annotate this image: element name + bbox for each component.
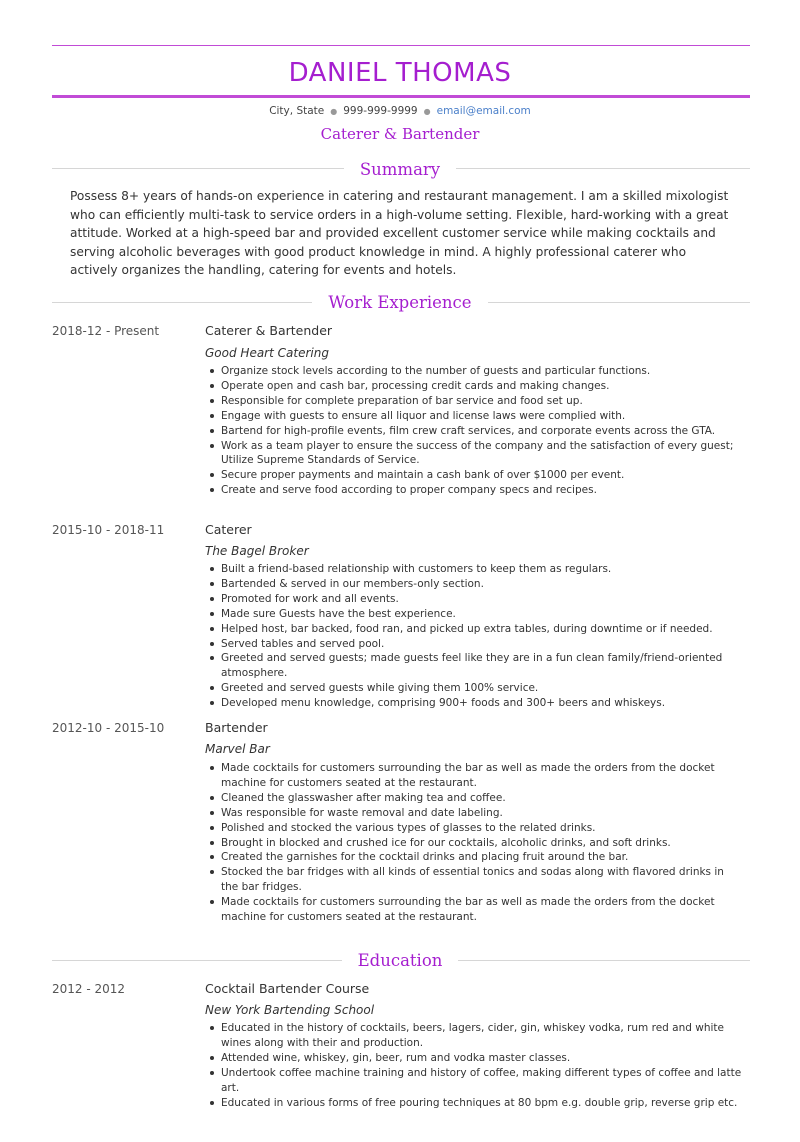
location: City, State xyxy=(269,105,325,117)
list-item: Promoted for work and all events. xyxy=(207,592,742,607)
header-bottom-rule xyxy=(52,95,750,98)
job-bullets xyxy=(207,364,742,498)
list-item: Educated in the history of cocktails, beers, lagers, cider, gin, whiskey vodka, rum red and white wines along with their and production. xyxy=(207,1021,742,1051)
contact-line xyxy=(0,104,800,119)
list-item: Stocked the bar fridges with all kinds of essential tonics and sodas along with flavored drinks in the bar fridges. xyxy=(207,865,742,895)
education-dates: 2012 - 2012 xyxy=(52,982,126,996)
list-item: Made sure Guests have the best experience. xyxy=(207,607,742,622)
list-item: Engage with guests to ensure all liquor and license laws were complied with. xyxy=(207,409,742,424)
list-item: Organize stock levels according to the number of guests and particular functions. xyxy=(207,364,742,379)
list-item: Developed menu knowledge, comprising 900+ foods and 300+ beers and whiskeys. xyxy=(207,696,742,711)
job-role: Caterer xyxy=(205,522,252,537)
section-title-summary: Summary xyxy=(0,160,800,180)
job-title: Caterer & Bartender xyxy=(320,125,480,143)
job-dates: 2012-10 - 2015-10 xyxy=(52,721,165,735)
list-item: Was responsible for waste removal and date labeling. xyxy=(207,806,742,821)
separator-dot-icon: ● xyxy=(330,107,338,116)
list-item: Polished and stocked the various types of glasses to the related drinks. xyxy=(207,821,742,836)
list-item: Create and serve food according to proper company specs and recipes. xyxy=(207,483,742,498)
job-role: Bartender xyxy=(205,720,268,735)
list-item: Educated in various forms of free pouring techniques at 80 bpm e.g. double grip, reverse grip etc. xyxy=(207,1096,742,1111)
list-item: Undertook coffee machine training and history of coffee, making different types of coffee and latte art. xyxy=(207,1066,742,1096)
list-item: Greeted and served guests; made guests feel like they are in a fun clean family/friend-oriented atmosphere. xyxy=(207,651,742,681)
list-item: Bartended & served in our members-only section. xyxy=(207,577,742,592)
phone: 999-999-9999 xyxy=(343,105,418,117)
list-item: Attended wine, whiskey, gin, beer, rum and vodka master classes. xyxy=(207,1051,742,1066)
list-item: Made cocktails for customers surrounding the bar as well as made the orders from the docket machine for customers seated at the restaurant. xyxy=(207,761,742,791)
list-item: Made cocktails for customers surrounding the bar as well as made the orders from the docket machine for customers seated at the restaurant. xyxy=(207,895,742,925)
separator-dot-icon: ● xyxy=(423,107,431,116)
list-item: Helped host, bar backed, food ran, and picked up extra tables, during downtime or if needed. xyxy=(207,622,742,637)
list-item: Created the garnishes for the cocktail drinks and placing fruit around the bar. xyxy=(207,850,742,865)
section-title-education: Education xyxy=(0,951,800,971)
job-company: Marvel Bar xyxy=(205,742,270,756)
list-item: Responsible for complete preparation of bar service and food set up. xyxy=(207,394,742,409)
section-title-work-experience: Work Experience xyxy=(0,293,800,313)
job-dates: 2015-10 - 2018-11 xyxy=(52,523,165,537)
candidate-name: DANIEL THOMAS xyxy=(288,58,512,88)
list-item: Built a friend-based relationship with customers to keep them as regulars. xyxy=(207,562,742,577)
education-school: New York Bartending School xyxy=(205,1003,375,1017)
education-bullets xyxy=(207,1021,742,1110)
job-bullets xyxy=(207,761,742,925)
header-top-rule xyxy=(52,45,750,46)
list-item: Operate open and cash bar, processing credit cards and making changes. xyxy=(207,379,742,394)
list-item: Work as a team player to ensure the success of the company and the satisfaction of every guest; Utilize Supreme Standards of Service. xyxy=(207,439,742,469)
list-item: Brought in blocked and crushed ice for our cocktails, alcoholic drinks, and soft drinks. xyxy=(207,836,742,851)
list-item: Served tables and served pool. xyxy=(207,637,742,652)
list-item: Secure proper payments and maintain a cash bank of over $1000 per event. xyxy=(207,468,742,483)
job-dates: 2018-12 - Present xyxy=(52,324,160,338)
list-item: Bartend for high-profile events, film crew craft services, and corporate events across the GTA. xyxy=(207,424,742,439)
job-bullets xyxy=(207,562,742,711)
list-item: Cleaned the glasswasher after making tea and coffee. xyxy=(207,791,742,806)
job-company: The Bagel Broker xyxy=(205,544,309,558)
job-company: Good Heart Catering xyxy=(205,346,329,360)
summary-text: Possess 8+ years of hands-on experience in catering and restaurant management. I am a skilled mixologist who can efficiently multi-task to service orders in a high-volume setting. Flexible, hard-working with a great attitude. Worked at a high-speed bar and provided excellent customer service while making cocktails and serving alcoholic beverages with good product knowledge in mind. A highly professional caterer who actively organizes the handling, catering for events and hotels. xyxy=(70,189,729,277)
email-link[interactable]: email@email.com xyxy=(436,105,531,117)
job-role: Caterer & Bartender xyxy=(205,323,333,338)
list-item: Greeted and served guests while giving them 100% service. xyxy=(207,681,742,696)
education-course: Cocktail Bartender Course xyxy=(205,981,370,996)
